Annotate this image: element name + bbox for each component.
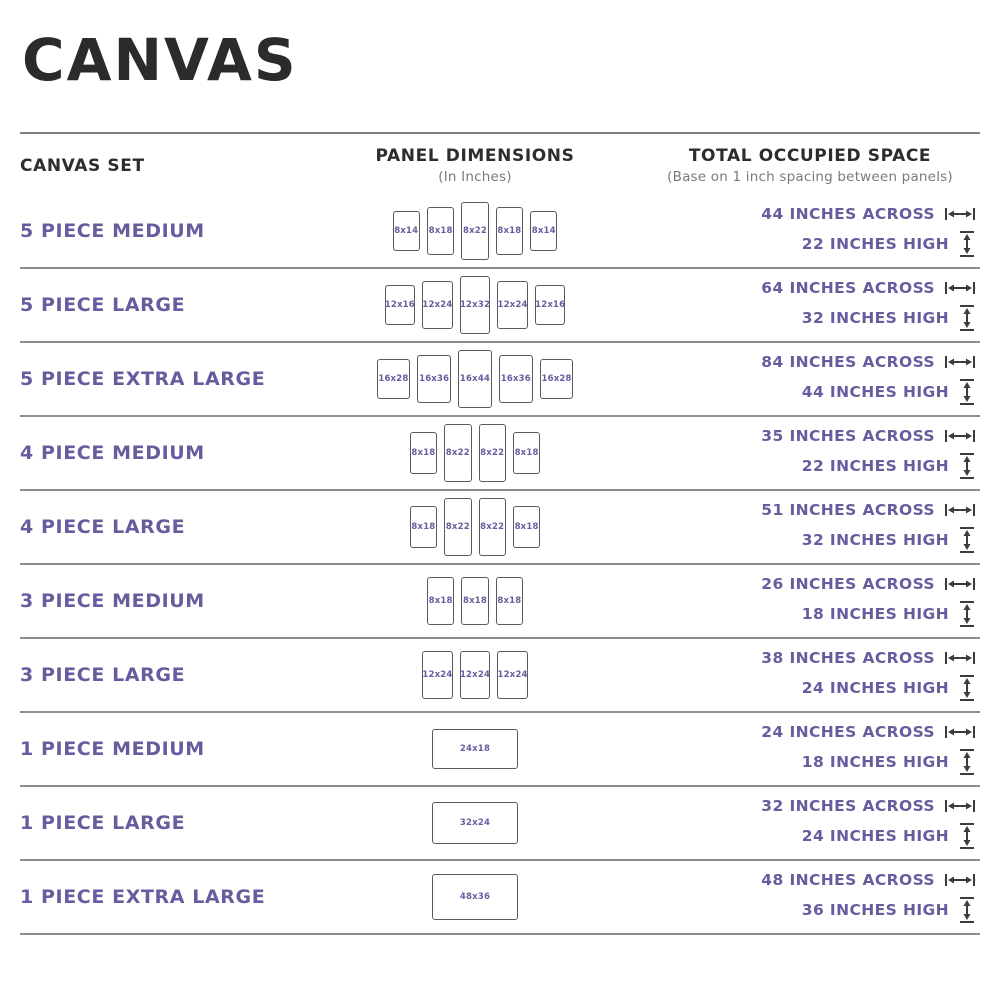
across-line: [761, 797, 976, 815]
total-occupied-space-cell: [640, 723, 980, 776]
canvas-panel: [496, 207, 523, 255]
panel-dimensions-cell: [310, 729, 640, 769]
total-occupied-space-cell: [640, 575, 980, 628]
inches-across-value: 32 INCHES ACROSS: [761, 796, 935, 815]
table-header-row: [20, 132, 980, 195]
canvas-panel: [432, 802, 518, 844]
panel-dimension-label: 12x16: [535, 300, 566, 310]
canvas-panel: [427, 207, 454, 255]
panel-dimension-label: 8x14: [531, 226, 556, 236]
canvas-panel: [513, 506, 540, 548]
horizontal-double-arrow-icon: [944, 206, 976, 222]
canvas-panel: [461, 202, 488, 260]
canvas-panel: [410, 506, 437, 548]
inches-high-value: 44 INCHES HIGH: [801, 382, 949, 401]
canvas-set-cell: [20, 294, 310, 316]
size-chart-table: [20, 132, 980, 935]
panel-dimension-label: 8x14: [394, 226, 419, 236]
across-line: [761, 501, 976, 519]
panel-dimensions-subheader: (In Inches): [438, 169, 512, 185]
horizontal-double-arrow-icon: [944, 428, 976, 444]
inches-high-value: 32 INCHES HIGH: [801, 308, 949, 327]
canvas-set-cell: [20, 220, 310, 242]
across-line: [761, 427, 976, 445]
high-line: [802, 748, 976, 776]
horizontal-double-arrow-icon: [944, 576, 976, 592]
high-line: [802, 600, 976, 628]
panel-dimension-label: 8x18: [497, 596, 522, 606]
panel-dimension-label: 8x22: [462, 226, 487, 236]
canvas-set-cell: [20, 812, 310, 834]
inches-high-value: 22 INCHES HIGH: [801, 234, 949, 253]
canvas-panel: [422, 281, 453, 329]
panel-dimension-label: 12x16: [384, 300, 415, 310]
canvas-set-cell: [20, 516, 310, 538]
canvas-panel: [422, 651, 453, 699]
horizontal-double-arrow-icon: [944, 354, 976, 370]
inches-across-value: 51 INCHES ACROSS: [761, 500, 935, 519]
horizontal-double-arrow-icon: [944, 650, 976, 666]
inches-high-value: 36 INCHES HIGH: [801, 900, 949, 919]
panel-dimension-label: 12x24: [422, 670, 453, 680]
canvas-panel: [535, 285, 566, 325]
panel-dimension-label: 8x18: [514, 448, 539, 458]
canvas-panel: [458, 350, 492, 408]
panel-dimension-label: 12x32: [459, 300, 491, 310]
canvas-set-name: 3 PIECE MEDIUM: [20, 590, 205, 612]
canvas-panel: [460, 651, 491, 699]
canvas-panel: [540, 359, 574, 399]
panel-dimension-label: 24x18: [459, 744, 491, 754]
canvas-panel: [513, 432, 540, 474]
panel-dimension-label: 8x22: [480, 448, 505, 458]
panel-dimension-label: 48x36: [459, 891, 491, 902]
canvas-panel: [432, 874, 518, 920]
total-occupied-space-cell: [640, 427, 980, 480]
canvas-panel: [479, 498, 506, 556]
vertical-double-arrow-icon: [958, 452, 976, 480]
table-row: [20, 713, 980, 787]
canvas-set-name: 1 PIECE EXTRA LARGE: [20, 886, 266, 908]
inches-high-value: 24 INCHES HIGH: [801, 826, 949, 845]
panel-dimension-label: 8x18: [411, 448, 436, 458]
table-row: [20, 269, 980, 343]
high-line: [802, 896, 976, 924]
canvas-set-cell: [20, 368, 310, 390]
panel-dimension-label: 16x36: [500, 374, 531, 384]
panel-dimension-label: 12x24: [422, 300, 453, 310]
panel-dimensions-cell: [310, 802, 640, 844]
inches-across-value: 26 INCHES ACROSS: [761, 574, 935, 593]
table-row: [20, 343, 980, 417]
canvas-panel: [427, 577, 454, 625]
vertical-double-arrow-icon: [958, 896, 976, 924]
page-title: CANVAS: [22, 26, 298, 94]
canvas-set-name: 1 PIECE MEDIUM: [20, 738, 205, 760]
vertical-double-arrow-icon: [958, 304, 976, 332]
table-row: [20, 195, 980, 269]
canvas-panel: [393, 211, 420, 251]
canvas-panel: [479, 424, 506, 482]
total-occupied-space-cell: [640, 871, 980, 924]
canvas-set-cell: [20, 442, 310, 464]
canvas-panel: [530, 211, 557, 251]
panel-dimensions-cell: [310, 424, 640, 482]
panel-dimension-label: 8x18: [462, 596, 487, 606]
horizontal-double-arrow-icon: [944, 798, 976, 814]
canvas-panel: [377, 359, 411, 399]
canvas-set-cell: [20, 738, 310, 760]
canvas-panel: [417, 355, 451, 403]
inches-across-value: 64 INCHES ACROSS: [761, 278, 935, 297]
panel-dimension-label: 8x22: [445, 448, 470, 458]
inches-across-value: 24 INCHES ACROSS: [761, 722, 935, 741]
panel-dimensions-cell: [310, 874, 640, 920]
high-line: [802, 230, 976, 258]
table-row: [20, 861, 980, 935]
inches-across-value: 44 INCHES ACROSS: [761, 204, 935, 223]
inches-high-value: 24 INCHES HIGH: [801, 678, 949, 697]
total-occupied-space-cell: [640, 649, 980, 702]
panel-dimensions-cell: [310, 350, 640, 408]
canvas-set-header-label: CANVAS SET: [20, 155, 145, 176]
canvas-panel: [410, 432, 437, 474]
high-line: [802, 674, 976, 702]
canvas-panel: [385, 285, 416, 325]
table-row: [20, 787, 980, 861]
vertical-double-arrow-icon: [958, 230, 976, 258]
across-line: [761, 353, 976, 371]
panel-dimension-label: 12x24: [497, 670, 528, 680]
table-row: [20, 565, 980, 639]
high-line: [802, 822, 976, 850]
total-occupied-space-cell: [640, 353, 980, 406]
horizontal-double-arrow-icon: [944, 502, 976, 518]
horizontal-double-arrow-icon: [944, 280, 976, 296]
high-line: [802, 304, 976, 332]
across-line: [761, 649, 976, 667]
total-occupied-space-header-label: TOTAL OCCUPIED SPACE: [688, 146, 932, 166]
panel-dimension-label: 16x44: [459, 374, 491, 384]
canvas-set-name: 5 PIECE LARGE: [20, 294, 186, 316]
inches-high-value: 18 INCHES HIGH: [801, 752, 949, 771]
panel-dimension-label: 8x18: [411, 522, 436, 532]
canvas-panel: [496, 577, 523, 625]
horizontal-double-arrow-icon: [944, 872, 976, 888]
panel-dimensions-cell: [310, 498, 640, 556]
high-line: [802, 452, 976, 480]
inches-high-value: 22 INCHES HIGH: [801, 456, 949, 475]
horizontal-double-arrow-icon: [944, 724, 976, 740]
canvas-set-name: 5 PIECE MEDIUM: [20, 220, 205, 242]
high-line: [802, 526, 976, 554]
vertical-double-arrow-icon: [958, 600, 976, 628]
table-row: [20, 417, 980, 491]
vertical-double-arrow-icon: [958, 378, 976, 406]
canvas-panel: [460, 276, 491, 334]
vertical-double-arrow-icon: [958, 822, 976, 850]
table-row: [20, 491, 980, 565]
canvas-set-name: 5 PIECE EXTRA LARGE: [20, 368, 266, 390]
total-occupied-space-cell: [640, 797, 980, 850]
canvas-panel: [497, 281, 528, 329]
panel-dimension-label: 16x36: [419, 374, 450, 384]
inches-across-value: 38 INCHES ACROSS: [761, 648, 935, 667]
across-line: [761, 723, 976, 741]
canvas-panel: [444, 424, 471, 482]
canvas-panel: [461, 577, 488, 625]
canvas-panel: [499, 355, 533, 403]
across-line: [761, 871, 976, 889]
panel-dimensions-cell: [310, 577, 640, 625]
panel-dimension-label: 8x22: [445, 522, 470, 532]
canvas-panel: [497, 651, 528, 699]
table-row: [20, 639, 980, 713]
across-line: [761, 575, 976, 593]
vertical-double-arrow-icon: [958, 526, 976, 554]
panel-dimension-label: 8x18: [428, 596, 453, 606]
panel-dimension-label: 16x28: [541, 374, 572, 384]
canvas-set-cell: [20, 664, 310, 686]
panel-dimension-label: 12x24: [497, 300, 528, 310]
canvas-panel: [432, 729, 518, 769]
column-header-canvas-set: [20, 156, 310, 176]
panel-dimensions-header-label: PANEL DIMENSIONS: [375, 146, 575, 166]
inches-across-value: 35 INCHES ACROSS: [761, 426, 935, 445]
canvas-set-name: 1 PIECE LARGE: [20, 812, 186, 834]
canvas-panel: [444, 498, 471, 556]
inches-high-value: 32 INCHES HIGH: [801, 530, 949, 549]
panel-dimension-label: 16x28: [378, 374, 409, 384]
panel-dimensions-cell: [310, 276, 640, 334]
panel-dimension-label: 8x18: [428, 226, 453, 236]
canvas-set-name: 4 PIECE LARGE: [20, 516, 186, 538]
total-occupied-space-cell: [640, 279, 980, 332]
panel-dimension-label: 8x22: [480, 522, 505, 532]
column-header-total-occupied-space: [640, 146, 980, 185]
panel-dimension-label: 32x24: [459, 818, 491, 828]
high-line: [802, 378, 976, 406]
across-line: [761, 279, 976, 297]
total-occupied-space-cell: [640, 501, 980, 554]
panel-dimension-label: 8x18: [497, 226, 522, 236]
vertical-double-arrow-icon: [958, 674, 976, 702]
inches-across-value: 84 INCHES ACROSS: [761, 352, 935, 371]
canvas-set-cell: [20, 590, 310, 612]
table-body: [20, 195, 980, 935]
panel-dimension-label: 8x18: [514, 522, 539, 532]
inches-across-value: 48 INCHES ACROSS: [761, 870, 935, 889]
canvas-set-cell: [20, 886, 310, 908]
vertical-double-arrow-icon: [958, 748, 976, 776]
panel-dimension-label: 12x24: [459, 670, 491, 680]
column-header-panel-dimensions: [310, 146, 640, 185]
canvas-set-name: 3 PIECE LARGE: [20, 664, 186, 686]
total-occupied-space-subheader: (Base on 1 inch spacing between panels): [667, 169, 953, 185]
panel-dimensions-cell: [310, 202, 640, 260]
canvas-set-name: 4 PIECE MEDIUM: [20, 442, 205, 464]
inches-high-value: 18 INCHES HIGH: [801, 604, 949, 623]
total-occupied-space-cell: [640, 205, 980, 258]
panel-dimensions-cell: [310, 651, 640, 699]
across-line: [761, 205, 976, 223]
